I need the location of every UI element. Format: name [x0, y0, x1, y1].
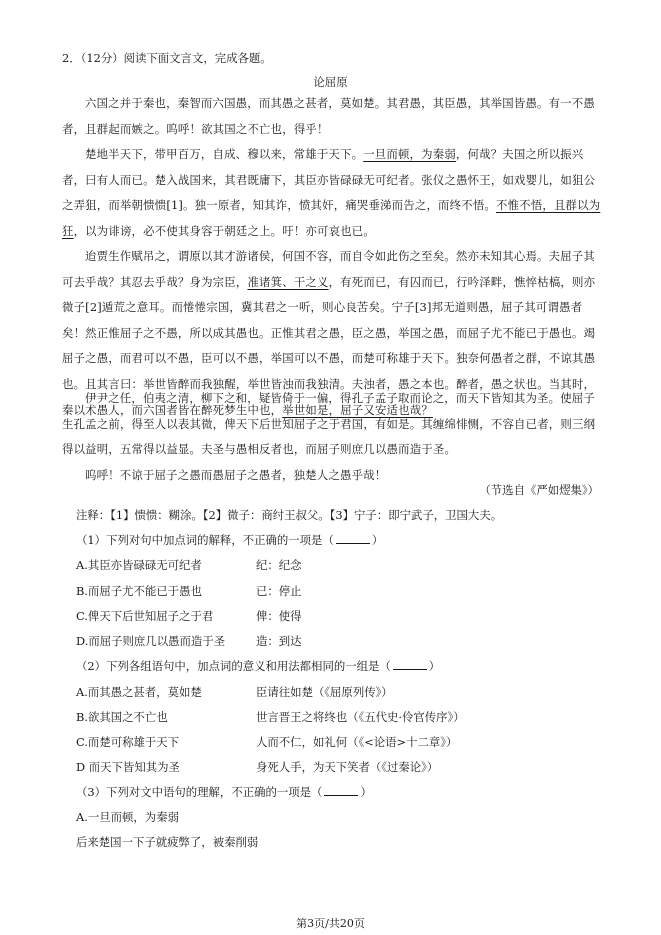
q2-option-a[interactable]: A.而其愚之甚者，莫如楚 [76, 685, 202, 699]
p2-text-mid: ，何哉？夫国之所以振兴者，曰有人而已。楚入战国来，其君既庸下，其臣亦皆碌碌无可纪者。张仪之愚怀王，如戏婴儿，如狙公之弄狙，而举朝愦愦[1]。独一原者，知其诈，愤其奸，痛哭垂涕而告之，而终不悟。 [62, 147, 596, 213]
q1-option-b-gloss: 已：停止 [256, 584, 302, 598]
p2-underlined-1: 一旦而顿，为秦弱 [363, 147, 456, 161]
passage-source: （节选自《严如熤集》） [479, 483, 599, 497]
q3-option-a-explanation: 后来楚国一下子就疲弊了，被秦削弱 [76, 835, 259, 849]
page-footer: 第3页/共20页 [296, 917, 365, 930]
annotation-notes: 注释：【1】愦愦：糊涂。【2】微子：商纣王叔父。【3】宁子：即宁武子，卫国大夫。 [76, 508, 503, 522]
q1-option-c-gloss: 俾：使得 [256, 609, 302, 623]
passage-paragraph-5: 呜呼！不谅于屈子之愚而愚屈子之愚者，独楚人之愚乎哉！ [85, 468, 387, 482]
q1-option-a-gloss: 纪：纪念 [256, 558, 302, 572]
q2-stem [76, 658, 440, 674]
q3-stem-text: （3）下列对文中语句的理解，不正确的一项是（ [76, 785, 323, 799]
passage-title: 论屈原 [313, 75, 348, 89]
q1-option-c[interactable]: C.俾天下后世知屈子之于君 [76, 609, 214, 623]
p2-text-post: ，以为诽谤，必不使其身容于朝廷之上。吁！亦可哀也已。 [73, 223, 375, 238]
q1-option-d-gloss: 造：到达 [256, 634, 302, 648]
q1-option-a[interactable]: A.其臣亦皆碌碌无可纪者 [76, 558, 202, 572]
q2-option-a-ref: 臣请往如楚（《屈原列传》） [256, 685, 393, 699]
q1-stem-text: （1）下列对句中加点词的解释，不正确的一项是（ [76, 533, 334, 547]
q1-option-b[interactable]: B.而屈子尤不能已于愚也 [76, 584, 202, 598]
q2-option-c-ref: 人而不仁，如礼何（《<论语>十二章》） [256, 735, 458, 749]
p3-text-b: ，有死而已，有囚而已，行吟泽畔，憔悴枯槁，则亦微子[2]遁荒之意耳。而惓惓宗国，冀其君之一听，则心良苦矣。宁子[3]邦无道则愚，屈子其可谓愚者矣！然正惟屈子之不愚，所以成其愚也。正惟其君之愚，臣之愚，举国之愚，而屈子尤不能已于愚也。竭屈子之愚，而君可以不愚，臣可以不愚，举国可以不愚，而楚可称雄于天下。独奈何愚者之群，不谅其愚也。且其言曰：举世皆醉而我独醒，举世皆浊而我独清。夫浊者，愚之本也。醉者，愚之状也。当其时，秦以术愚人，而六国者皆在醉死梦生中也， [62, 274, 596, 417]
q2-option-c[interactable]: C.而楚可称雄于天下 [76, 735, 180, 749]
question-header: 2．（12分）阅读下面文言文，完成各题。 [62, 51, 272, 65]
q3-answer-blank[interactable] [324, 784, 358, 796]
passage-paragraph-2 [62, 142, 602, 244]
q3-stem [76, 784, 372, 800]
q2-stem-end: ） [428, 659, 441, 673]
q2-option-d[interactable]: D 而天下皆知其为圣 [76, 760, 180, 774]
q1-stem-end: ） [371, 533, 384, 547]
p3-text-a: 迨贾生作赋吊之，谓原以其才游诸侯，何国不容，而自令如此伤之至矣。然亦未知其心焉。夫屈子其可去乎哉？其忍去乎哉？身为宗臣， [62, 249, 595, 289]
p3-underlined-2: 举世如是，屈子又安适也哉？ [282, 402, 433, 417]
q1-stem [76, 532, 383, 548]
q3-option-a[interactable]: A.一旦而顿，为秦弱 [76, 810, 179, 824]
q2-option-b[interactable]: B.欲其国之不亡也 [76, 710, 168, 724]
q2-answer-blank[interactable] [393, 658, 427, 670]
q2-option-b-ref: 世言晋王之将终也（《五代史·伶官传序》） [256, 710, 465, 724]
p3-underlined-1: 准诸箕、干之义 [247, 274, 329, 289]
q1-answer-blank[interactable] [336, 532, 370, 544]
p2-text-pre: 楚地半天下，带甲百万，自成、穆以来，常雄于天下。 [85, 147, 364, 161]
q2-stem-text: （2）下列各组语句中，加点词的意义和用法都相同的一组是（ [76, 659, 391, 673]
p2-underlined-2: 不惟不悟，且群以为狂 [62, 198, 601, 238]
q2-option-d-ref: 身死人手，为天下笑者（《过秦论》） [256, 760, 439, 774]
passage-paragraph-4: 伊尹之任，伯夷之清，柳下之和，疑皆倚于一偏，得孔子孟子取而论之，而天下皆知其为圣。使屈子生孔孟之前，得至人以表其微，俾天下后世知屈子之于君国，有如是。其缠绵悱恻，不容自已者，则三纲得以益明，五常得以益显。夫圣与愚相反者也，而屈子则庶几以愚而造于圣。 [62, 391, 596, 457]
q1-option-d[interactable]: D.而屈子则庶几以愚而造于圣 [76, 634, 226, 648]
passage-paragraph-1: 六国之并于秦也，秦智而六国愚，而其愚之甚者，莫如楚。其君愚，其臣愚，其举国皆愚。有一不愚者，且群起而嫉之。呜呼！欲其国之不亡也，得乎！ [62, 96, 595, 136]
q3-stem-end: ） [360, 785, 372, 799]
